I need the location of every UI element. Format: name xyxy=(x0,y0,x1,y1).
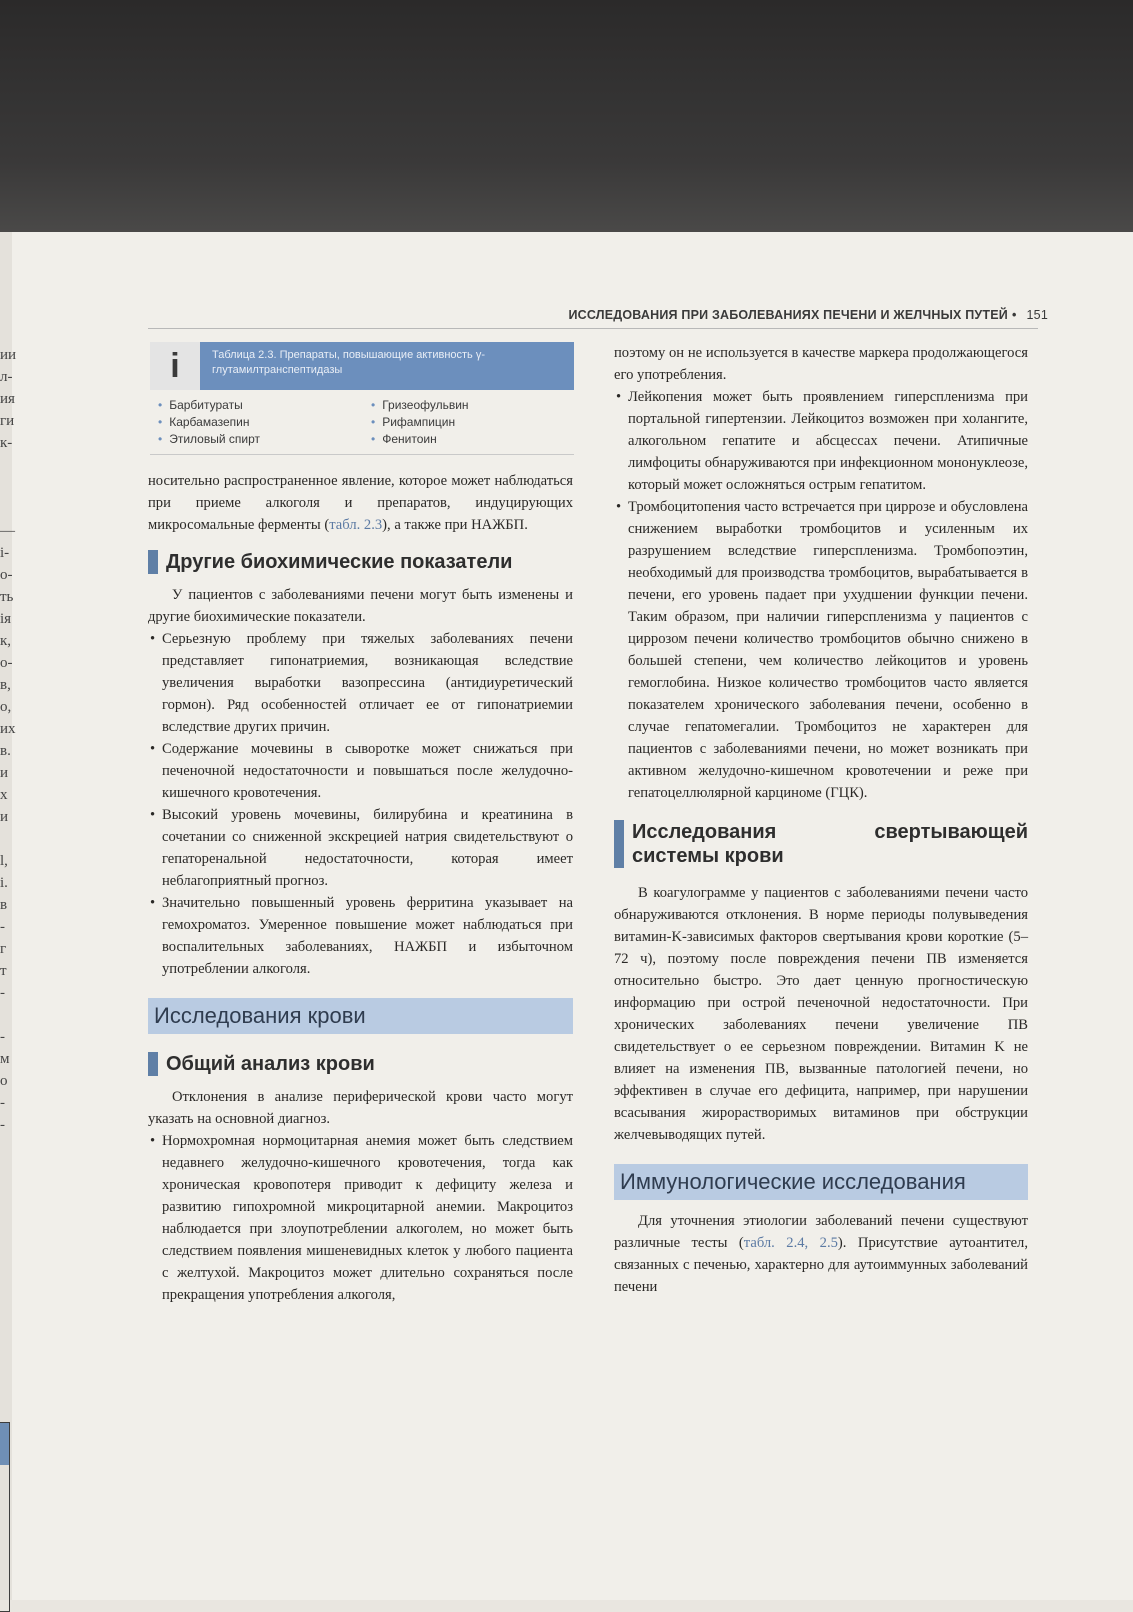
info-icon: i xyxy=(150,342,200,390)
list-item: • Высокий уровень мочевины, билирубина и креатинина в сочетании со сниженной экскрецией натрия свидетельствуют о гепаторенальной недостаточности, которая имеет неблагоприятный прогноз. xyxy=(150,807,573,889)
paragraph: поэтому он не используется в качестве маркера продолжающегося его употребления. xyxy=(614,345,1028,383)
page-fragment: - xyxy=(0,1095,5,1111)
page-fragment: х xyxy=(0,787,8,803)
list-item: • Тромбоцитопения часто встречается при циррозе и обусловлена снижением выработки тромбоцитов и усиленным их разрушением вследствие гиперспленизма. Тромбопоэтин, необходимый для производства тромбоцитов, вырабатывается в печени, его уровень падает при ухудшении функции печени. Таким образом, при наличии гиперспленизма у пациентов с циррозом печени количество тромбоцитов обычно снижено в большей степени, чем количество лейкоцитов и уровень гемоглобина. Низкое количество тромбоцитов часто является показателем хронического заболевания печени, особенно в случае гепатомегалии. Тромбоцитоз не характерен для пациентов с заболеваниями печени, но может возникать при активном желудочно-кишечном кровотечении и реже при гепатоцеллюлярной карциноме (ГЦК). xyxy=(616,499,1028,801)
list-item: • Барбитураты xyxy=(158,397,361,414)
page-fragment: л- xyxy=(0,369,13,385)
page-fragment: - xyxy=(0,1029,5,1045)
paragraph: У пациентов с заболеваниями печени могут быть изменены и другие биохимические показатели. xyxy=(148,587,573,625)
page-fragment: l, xyxy=(0,853,8,869)
running-head-separator: • xyxy=(1011,308,1017,322)
paragraph: В коагулограмме у пациентов с заболеваниями печени часто обнаруживаются отклонения. В норме периоды полувыведения витамин-K-зависимых факторов свертывания крови короткие (5–72 ч), поэтому после повреждения печени ПВ изменяется относительно быстро. Это дает ценную прогностическую информацию при острой печеночной недостаточности. При хронических заболеваниях печени увеличение ПВ свидетельствует о ее серьезном повреждении. Витамин K не влияет на изменения ПВ, вызванные патологией печени, но эффективен в случае его дефицита, например, при нарушении всасывания жирорастворимых витаминов при обструкции желчевыводящих путей. xyxy=(614,885,1028,1143)
heading-other-biochemical: Другие биохимические показатели xyxy=(148,550,573,574)
right-column xyxy=(614,342,1028,1298)
page-fragment: - xyxy=(0,1117,5,1133)
page-fragment: о, xyxy=(0,699,12,715)
list-item: • Лейкопения может быть проявлением гиперспленизма при портальной гипертензии. Лейкоцитоз возможен при холангите, алкогольном гепатите и абсцессах печени. Атипичные лимфоциты обнаруживаются при инфекционном мононуклеозе, который может осложняться острым гепатитом. xyxy=(616,389,1028,493)
page-fragment: их xyxy=(0,721,16,737)
info-table xyxy=(150,342,574,455)
info-table-caption: Таблица 2.3. Препараты, повышающие активность γ-глутамилтранспептидазы xyxy=(200,342,574,390)
page-fragment: в. xyxy=(0,743,11,759)
page-fragment: ия xyxy=(0,391,15,407)
heading-coagulation: Исследования свертывающей системы крови xyxy=(614,820,1028,868)
page-fragment: г xyxy=(0,941,7,957)
page-fragment: і. xyxy=(0,875,8,891)
section-heading-immunology: Иммунологические исследования xyxy=(614,1164,1028,1200)
list-item: • Серьезную проблему при тяжелых заболеваниях печени представляет гипонатриемия, возникающая вследствие увеличения выработки вазопрессина (антидиуретический гормон). Ряд особенностей отличает ее от гипонатриемии вследствие других причин. xyxy=(150,631,573,735)
page-fragment: и xyxy=(0,809,9,825)
heading-marker xyxy=(148,1052,158,1076)
page-fragment: в xyxy=(0,897,8,913)
list-item: • Карбамазепин xyxy=(158,414,361,431)
left-column xyxy=(148,470,573,1306)
page-fragment: к, xyxy=(0,633,12,649)
page-fragment: ть xyxy=(0,589,14,605)
page-fragment xyxy=(0,476,16,498)
list-item: • Нормохромная нормоцитарная анемия может быть следствием недавнего желудочно-кишечного кровотечения, тогда как хроническая кровопотеря приводит к дефициту железа и развитию гипохромной микроцитарной анемии. Макроцитоз наблюдается при злоупотреблении алкоголем, но может быть следствием появления мишеневидных клеток у любого пациента с желтухой. Макроцитоз может длительно сохраняться после прекращения употребления алкоголя, xyxy=(150,1133,573,1303)
paragraph: носительно распространенное явление, которое может наблюдаться при приеме алкоголя и препаратов, индуцирующих микросомальные ферменты (табл. 2.3), а также при НАЖБП. xyxy=(148,473,573,533)
info-table-header xyxy=(150,342,574,390)
page-fragment xyxy=(0,828,16,850)
page-fragment: ии xyxy=(0,347,17,363)
previous-page-edge xyxy=(0,232,17,1600)
page-fragment: и xyxy=(0,765,9,781)
page-fragment: т xyxy=(0,963,7,979)
table-reference-link[interactable]: табл. 2.3 xyxy=(329,517,383,533)
dark-background-band xyxy=(0,0,1133,232)
page-fragment xyxy=(0,1004,16,1026)
page-fragment: - xyxy=(0,985,5,1001)
page-fragment: — xyxy=(0,523,15,539)
header-rule xyxy=(148,328,1038,329)
list-item: • Гризеофульвин xyxy=(371,397,574,414)
table-reference-link[interactable]: табл. 2.4, 2.5 xyxy=(743,1235,838,1251)
page-fragment: о- xyxy=(0,655,13,671)
page-fragment: - xyxy=(0,919,5,935)
page-fragment: о- xyxy=(0,567,13,583)
page-fragment xyxy=(0,498,16,520)
page-fragment: і- xyxy=(0,545,10,561)
heading-cbc: Общий анализ крови xyxy=(148,1052,573,1076)
paragraph: Для уточнения этиологии заболеваний печени существуют различные тесты (табл. 2.4, 2.5). Присутствие аутоантител, связанных с печенью, характерно для аутоиммунных заболеваний печени xyxy=(614,1213,1028,1295)
running-head-title: ИССЛЕДОВАНИЯ ПРИ ЗАБОЛЕВАНИЯХ ПЕЧЕНИ И ЖЕЛЧНЫХ ПУТЕЙ xyxy=(568,308,1008,322)
page-fragment: ги xyxy=(0,413,15,429)
page-fragment: к- xyxy=(0,435,13,451)
page-fragment: о xyxy=(0,1073,8,1089)
running-head xyxy=(458,308,1048,322)
list-item: • Значительно повышенный уровень ферритина указывает на гемохроматоз. Умеренное повышение может наблюдаться при воспалительных заболеваниях, НАЖБП и избыточном употреблении алкоголя. xyxy=(150,895,573,977)
page-fragment xyxy=(0,454,16,476)
list-item: • Этиловый спирт xyxy=(158,431,361,448)
previous-page-fragments xyxy=(0,344,16,1136)
page-fragment: ія xyxy=(0,611,12,627)
section-heading-blood: Исследования крови xyxy=(148,998,573,1034)
list-item: • Рифампицин xyxy=(371,414,574,431)
previous-page-table-edge xyxy=(0,1422,10,1612)
page-number: 151 xyxy=(1026,308,1048,322)
paragraph: Отклонения в анализе периферической крови часто могут указать на основной диагноз. xyxy=(148,1089,573,1127)
page-fragment: м xyxy=(0,1051,10,1067)
list-item: • Фенитоин xyxy=(371,431,574,448)
info-table-list xyxy=(150,390,574,455)
heading-marker xyxy=(148,550,158,574)
heading-marker xyxy=(614,820,624,868)
list-item: • Содержание мочевины в сыворотке может снижаться при печеночной недостаточности и повышаться после желудочно-кишечного кровотечения. xyxy=(150,741,573,801)
page-fragment: в, xyxy=(0,677,11,693)
